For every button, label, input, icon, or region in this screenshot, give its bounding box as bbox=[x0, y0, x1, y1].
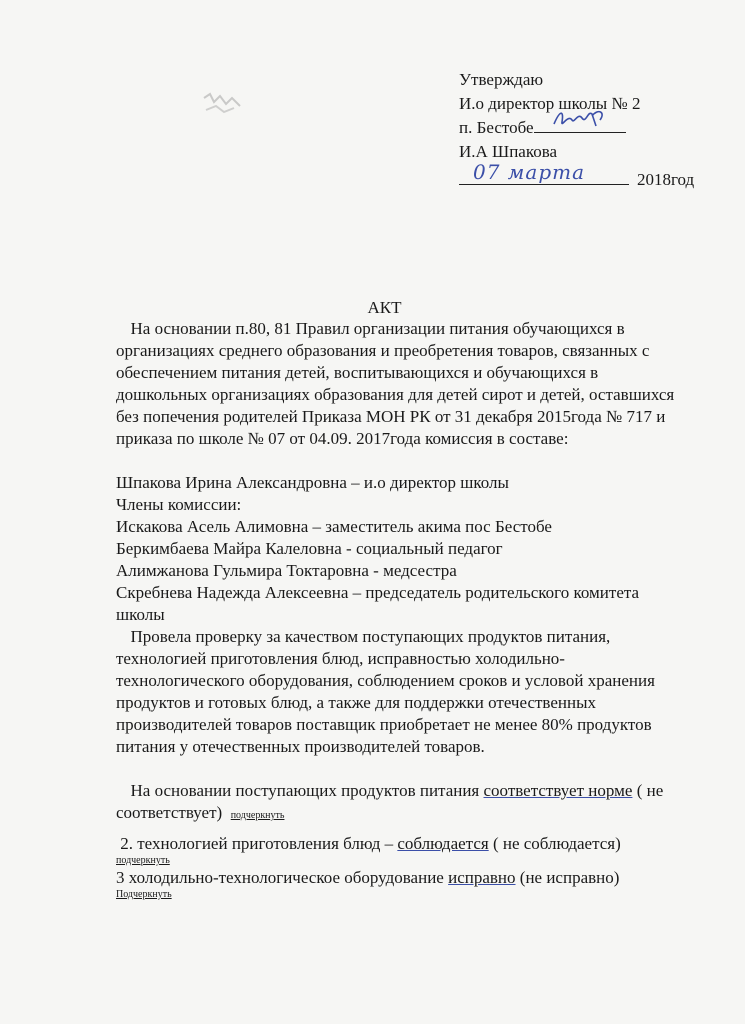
item-3-note: Подчеркнуть bbox=[116, 889, 172, 900]
check-text: Провела проверку за качеством поступающих продуктов питания, технологией приготовления блюд, исправностью холодильно-технологического оборудования, соблюдением сроков и условой хранения продуктов и готовых блюд, а также для поддержки отечественных производителей товаров поставщик приобретает не менее 80% продуктов питания у отечественных производителей товаров. bbox=[116, 627, 655, 756]
intro-text: На основании п.80, 81 Правил организации питания обучающихся в организациях среднего образования и преобретения товаров, связанных с обеспечением питания детей, воспитывающихся и обучающихся в дошкольных организациях образования для детей сирот и детей, оставшихся без попечения родителей Приказа МОН РК от 31 декабря 2015года № 717 и приказа по школе № 07 от 04.09. 2017года комиссия в составе: bbox=[116, 319, 675, 448]
item-1-note: подчеркнуть bbox=[230, 810, 285, 821]
approve-year: 2018год bbox=[637, 170, 695, 189]
item-1-underlined: соответствует норме bbox=[483, 781, 633, 800]
item-1-suffix: ( не соответствует) bbox=[116, 781, 664, 822]
commission-chair: Шпакова Ирина Александровна – и.о директор школы bbox=[116, 473, 509, 492]
member-1: Искакова Асель Алимовна – заместитель акима пос Бестобе bbox=[116, 517, 552, 536]
item-1-prefix: На основании поступающих продуктов питания bbox=[130, 781, 484, 800]
signature-line bbox=[534, 116, 626, 133]
approve-date bbox=[459, 160, 699, 192]
document-body bbox=[116, 318, 686, 901]
intro-paragraph bbox=[116, 318, 686, 450]
spacer bbox=[116, 758, 686, 780]
item-2-underlined: соблюдается bbox=[397, 834, 489, 853]
document-title: АКТ bbox=[367, 298, 402, 317]
handwritten-signature bbox=[552, 106, 612, 132]
check-paragraph bbox=[116, 626, 686, 758]
item-2-suffix: ( не соблюдается) bbox=[488, 834, 621, 853]
item-2-note: подчеркнуть bbox=[116, 855, 170, 866]
member-4: Скребнева Надежда Алексеевна – председатель родительского комитета школы bbox=[116, 583, 640, 624]
approve-location-text: п. Бестобе bbox=[459, 118, 534, 137]
member-2: Беркимбаева Майра Калеловна - социальный педагог bbox=[116, 539, 503, 558]
spacer bbox=[116, 450, 686, 472]
approval-block bbox=[459, 68, 699, 192]
members-label: Члены комиссии: bbox=[116, 495, 242, 514]
item-3 bbox=[116, 867, 686, 889]
faint-stamp-mark bbox=[200, 88, 246, 118]
approve-location bbox=[459, 116, 699, 140]
item-1 bbox=[116, 780, 686, 827]
approve-position: И.о директор школы № 2 bbox=[459, 94, 641, 113]
member-3: Алимжанова Гульмира Токтаровна - медсестра bbox=[116, 561, 457, 580]
handwritten-date: 07 марта bbox=[473, 160, 586, 184]
item-2 bbox=[116, 833, 686, 855]
date-blank-line bbox=[459, 160, 629, 185]
item-2-prefix: 2. технологией приготовления блюд – bbox=[120, 834, 398, 853]
approve-heading: Утверждаю bbox=[459, 70, 544, 89]
item-3-suffix: (не исправно) bbox=[515, 868, 620, 887]
approve-name: И.А Шпакова bbox=[459, 142, 558, 161]
item-3-prefix: 3 холодильно-технологическое оборудование bbox=[116, 868, 449, 887]
item-3-underlined: исправно bbox=[448, 868, 516, 887]
